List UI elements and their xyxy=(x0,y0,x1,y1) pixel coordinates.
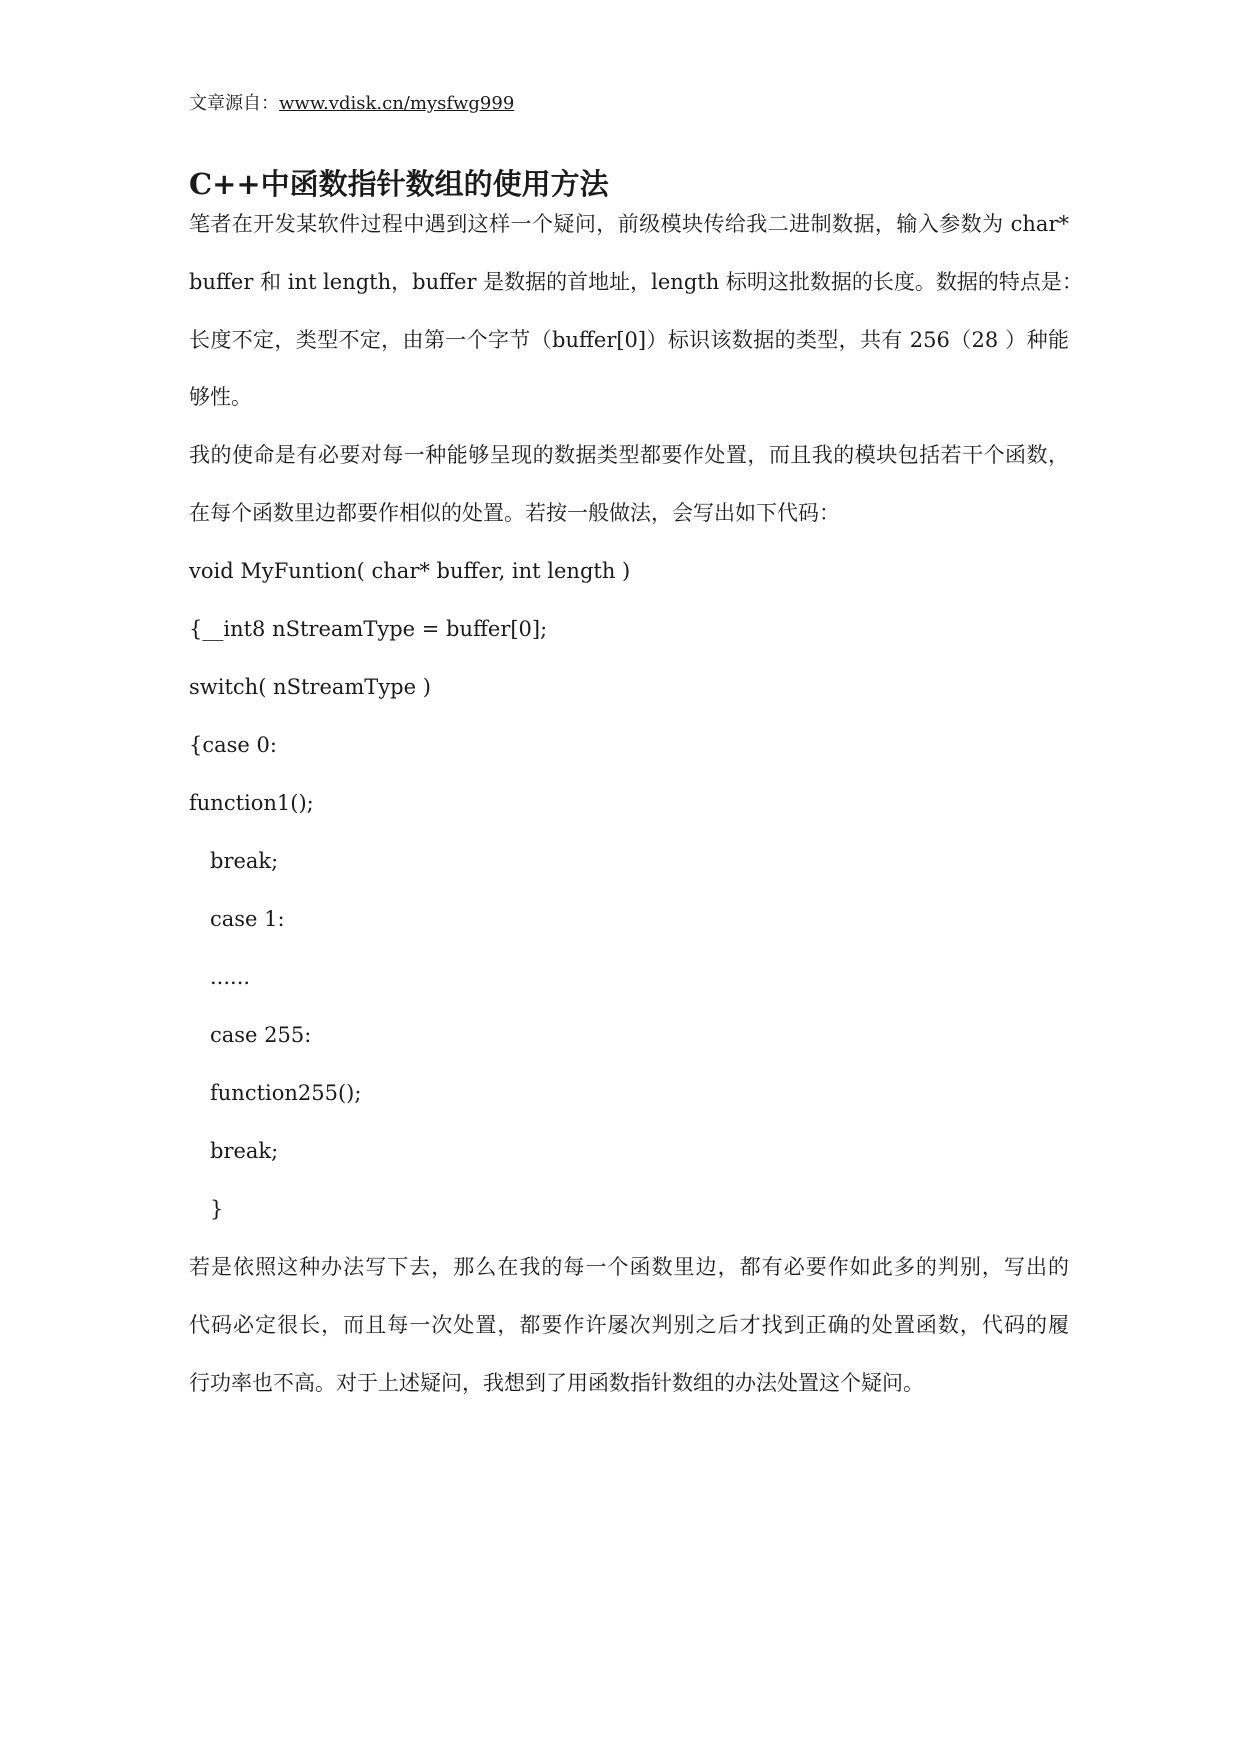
paragraph1-line1: 笔者在开发某软件过程中遇到这样一个疑问，前级模块传给我二进制数据，输入参数为 char* xyxy=(189,212,1069,236)
source-link[interactable]: www.vdisk.cn/mysfwg999 xyxy=(279,93,515,114)
code-line: void MyFuntion( char* buffer, int length ) xyxy=(189,559,631,583)
paragraph2-line2: 在每个函数里边都要作相似的处置。若按一般做法，会写出如下代码： xyxy=(189,501,840,525)
paragraph2-line1: 我的使命是有必要对每一种能够呈现的数据类型都要作处置，而且我的模块包括若干个函数， xyxy=(189,443,1069,467)
source-label: 文章源自： xyxy=(189,93,279,114)
paragraph1-line2: buffer 和 int length，buffer 是数据的首地址，length 标明这批数据的长度。数据的特点是： xyxy=(189,270,1083,294)
code-line: break; xyxy=(210,849,279,873)
code-line: switch( nStreamType ) xyxy=(189,675,431,699)
code-line: case 1: xyxy=(210,907,285,931)
code-line: {case 0: xyxy=(189,733,277,757)
code-line: } xyxy=(210,1197,224,1221)
code-line: ...... xyxy=(210,965,251,989)
code-line: case 255: xyxy=(210,1023,312,1047)
paragraph3-line3: 行功率也不高。对于上述疑问，我想到了用函数指针数组的办法处置这个疑问。 xyxy=(189,1371,924,1395)
paragraph1-line3: 长度不定，类型不定，由第一个字节（buffer[0]）标识该数据的类型，共有 256（28 ）种能 xyxy=(189,328,1069,352)
paragraph3-line1: 若是依照这种办法写下去，那么在我的每一个函数里边，都有必要作如此多的判别，写出的 xyxy=(189,1255,1069,1279)
paragraph1-line4: 够性。 xyxy=(189,385,252,409)
document-title: C++中函数指针数组的使用方法 xyxy=(189,167,609,201)
paragraph3-line2: 代码必定很长，而且每一次处置，都要作许屡次判别之后才找到正确的处置函数，代码的履 xyxy=(189,1313,1069,1337)
code-line: break; xyxy=(210,1139,279,1163)
code-line: function1(); xyxy=(189,791,314,815)
code-line: {__int8 nStreamType = buffer[0]; xyxy=(189,617,548,641)
code-line: function255(); xyxy=(210,1081,362,1105)
source-line xyxy=(189,92,514,116)
